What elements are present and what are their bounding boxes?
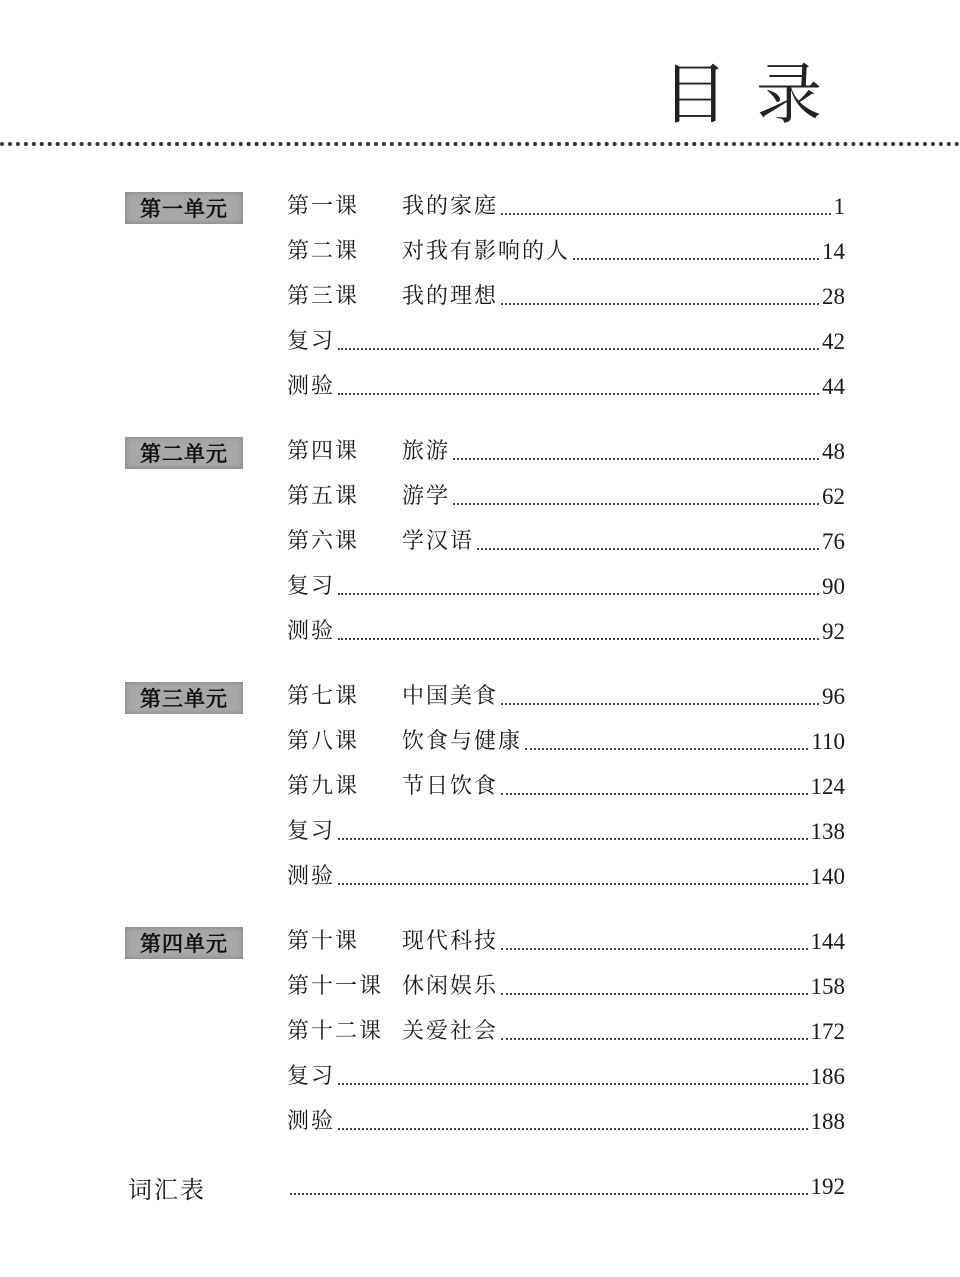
unit-badge: 第一单元 [125, 192, 243, 224]
glossary-label: 词汇表 [128, 1176, 206, 1204]
lesson-title: 学汉语 [402, 529, 475, 554]
leader-dots [501, 303, 819, 305]
toc-entry[interactable] [287, 617, 845, 647]
leader-dots [338, 638, 819, 640]
lesson-title: 休闲娱乐 [402, 974, 499, 999]
lesson-number: 第六课 [287, 529, 360, 554]
page-number: 92 [822, 619, 845, 644]
toc-entry[interactable] [287, 772, 845, 802]
toc-entry[interactable] [287, 237, 845, 267]
leader-dots [501, 793, 807, 795]
leader-dots [338, 883, 807, 885]
lesson-number: 第五课 [287, 484, 360, 509]
leader-dots [338, 1083, 807, 1085]
lesson-number: 第八课 [287, 729, 360, 754]
toc-entry[interactable] [287, 927, 845, 957]
page-number: 42 [822, 329, 845, 354]
lesson-title: 游学 [402, 484, 451, 509]
page-number: 62 [822, 484, 845, 509]
leader-dots [477, 548, 819, 550]
leader-dots [290, 1193, 808, 1195]
page-number: 1 [833, 194, 845, 219]
page-number: 48 [822, 439, 845, 464]
lesson-number: 第三课 [287, 284, 360, 309]
lesson-title: 我的理想 [402, 284, 499, 309]
leader-dots [573, 258, 819, 260]
page-number: 76 [822, 529, 845, 554]
review-title: 复习 [287, 819, 336, 844]
page-number: 144 [810, 929, 845, 954]
page-number: 90 [822, 574, 845, 599]
leader-dots [501, 1038, 807, 1040]
lesson-number: 第十一课 [287, 974, 384, 999]
page-number: 44 [822, 374, 845, 399]
lesson-title: 旅游 [402, 439, 451, 464]
leader-dots [501, 948, 807, 950]
toc-entry[interactable] [287, 727, 845, 757]
lesson-number: 第十课 [287, 929, 360, 954]
unit-badge: 第三单元 [125, 682, 243, 714]
leader-dots [338, 348, 819, 350]
page-number: 124 [810, 774, 845, 799]
quiz-title: 测验 [287, 864, 336, 889]
title-divider [0, 142, 960, 146]
page-number: 110 [811, 729, 845, 754]
leader-dots [338, 393, 819, 395]
toc-entry[interactable] [287, 682, 845, 712]
unit-badge: 第四单元 [125, 927, 243, 959]
leader-dots [453, 458, 819, 460]
toc-entry[interactable] [287, 527, 845, 557]
page-number: 28 [822, 284, 845, 309]
toc-entry[interactable] [287, 372, 845, 402]
quiz-title: 测验 [287, 374, 336, 399]
page-title: 目录 [662, 56, 850, 133]
page-number: 138 [810, 819, 845, 844]
toc-entry[interactable] [287, 1017, 845, 1047]
page-number: 14 [822, 239, 845, 264]
lesson-number: 第一课 [287, 194, 360, 219]
review-title: 复习 [287, 1064, 336, 1089]
page-number: 140 [810, 864, 845, 889]
lesson-title: 饮食与健康 [402, 729, 523, 754]
lesson-number: 第四课 [287, 439, 360, 464]
toc-entry[interactable] [287, 327, 845, 357]
lesson-number: 第十二课 [287, 1019, 384, 1044]
lesson-number: 第二课 [287, 239, 360, 264]
review-title: 复习 [287, 574, 336, 599]
lesson-number: 第七课 [287, 684, 360, 709]
page-number: 188 [810, 1109, 845, 1134]
leader-dots [338, 593, 819, 595]
toc-entry[interactable] [287, 1107, 845, 1137]
page-number: 158 [810, 974, 845, 999]
leader-dots [501, 703, 819, 705]
review-title: 复习 [287, 329, 336, 354]
page-number: 96 [822, 684, 845, 709]
glossary-entry[interactable] [287, 1172, 845, 1202]
toc-entry[interactable] [287, 192, 845, 222]
toc-entry[interactable] [287, 817, 845, 847]
lesson-title: 节日饮食 [402, 774, 499, 799]
toc-entry[interactable] [287, 282, 845, 312]
leader-dots [453, 503, 819, 505]
unit-badge: 第二单元 [125, 437, 243, 469]
quiz-title: 测验 [287, 1109, 336, 1134]
page-number: 192 [810, 1174, 845, 1199]
lesson-number: 第九课 [287, 774, 360, 799]
leader-dots [338, 1128, 807, 1130]
lesson-title: 我的家庭 [402, 194, 499, 219]
quiz-title: 测验 [287, 619, 336, 644]
toc-entry[interactable] [287, 862, 845, 892]
page-number: 186 [810, 1064, 845, 1089]
lesson-title: 中国美食 [402, 684, 499, 709]
page-number: 172 [810, 1019, 845, 1044]
lesson-title: 对我有影响的人 [402, 239, 571, 264]
toc-entry[interactable] [287, 1062, 845, 1092]
toc-entry[interactable] [287, 972, 845, 1002]
leader-dots [338, 838, 807, 840]
leader-dots [501, 993, 807, 995]
lesson-title: 关爱社会 [402, 1019, 499, 1044]
toc-entry[interactable] [287, 482, 845, 512]
lesson-title: 现代科技 [402, 929, 499, 954]
leader-dots [501, 213, 830, 215]
toc-entry[interactable] [287, 437, 845, 467]
leader-dots [525, 748, 808, 750]
toc-entry[interactable] [287, 572, 845, 602]
